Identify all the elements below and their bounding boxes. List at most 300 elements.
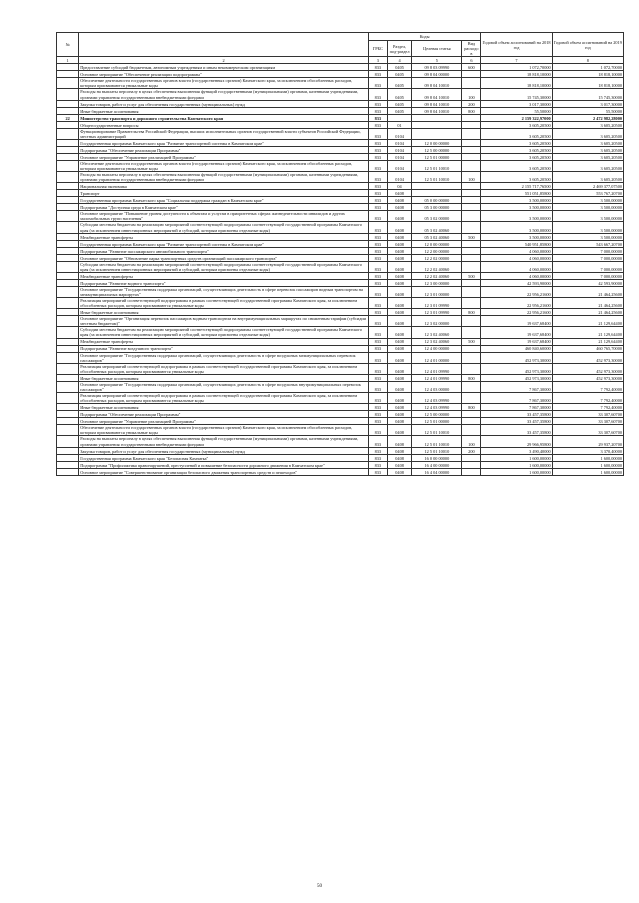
header-vr: Вид расходов: [462, 41, 481, 57]
row-target-article: 05 0 00 00000: [412, 197, 462, 204]
row-grbs: 833: [368, 204, 387, 211]
row-amount-2019: 452 973,30000: [552, 363, 623, 374]
row-rzpr: 0405: [387, 64, 412, 71]
row-grbs: 833: [368, 381, 387, 392]
table-row: [57, 297, 624, 308]
row-number: [57, 190, 79, 197]
row-target-article: 12 5 01 10010: [412, 425, 462, 436]
table-row: [57, 100, 624, 107]
row-number: [57, 254, 79, 261]
row-rzpr: 0408: [387, 211, 412, 222]
row-number: [57, 121, 79, 128]
row-name: Подпрограмма "Обеспечение реализации Программы": [79, 146, 369, 153]
row-name: Подпрограмма "Доступная среда в Камчатском крае": [79, 204, 369, 211]
row-grbs: 833: [368, 64, 387, 71]
row-target-article: 12 0 00 00000: [412, 240, 462, 247]
row-amount-2018: 2 155 717,76500: [481, 183, 552, 190]
row-expense-type: [462, 454, 481, 461]
index-cell: 5: [412, 57, 462, 64]
row-rzpr: 0408: [387, 197, 412, 204]
row-rzpr: 0408: [387, 468, 412, 475]
row-expense-type: [462, 425, 481, 436]
row-target-article: [412, 114, 462, 121]
row-rzpr: 0408: [387, 261, 412, 272]
row-number: [57, 363, 79, 374]
row-amount-2018: 3 500,00000: [481, 211, 552, 222]
row-target-article: 09 8 04 10010: [412, 89, 462, 100]
row-grbs: 833: [368, 425, 387, 436]
row-name: Государственная программа Камчатского края "Развитие транспортной системы в Камчатском крае": [79, 139, 369, 146]
row-expense-type: 800: [462, 404, 481, 411]
row-expense-type: [462, 160, 481, 171]
row-grbs: 833: [368, 338, 387, 345]
row-grbs: 833: [368, 272, 387, 279]
row-expense-type: [462, 190, 481, 197]
row-grbs: 833: [368, 247, 387, 254]
row-rzpr: 0408: [387, 436, 412, 447]
row-grbs: 833: [368, 393, 387, 404]
row-amount-2019: 3 500,00000: [552, 222, 623, 233]
row-grbs: 833: [368, 279, 387, 286]
row-grbs: 833: [368, 222, 387, 233]
row-target-article: [412, 190, 462, 197]
index-cell: 6: [462, 57, 481, 64]
table-row: [57, 393, 624, 404]
table-row: [57, 374, 624, 381]
row-amount-2018: 18 818,10000: [481, 78, 552, 89]
row-amount-2019: 21 129,64400: [552, 327, 623, 338]
row-expense-type: [462, 363, 481, 374]
table-row: [57, 222, 624, 233]
row-grbs: 833: [368, 461, 387, 468]
row-amount-2018: 19 637,68400: [481, 316, 552, 327]
row-target-article: 12 2 00 00000: [412, 247, 462, 254]
row-amount-2019: 1 072,70000: [552, 64, 623, 71]
row-amount-2019: 21 129,64400: [552, 316, 623, 327]
row-target-article: [412, 183, 462, 190]
row-expense-type: [462, 114, 481, 121]
row-amount-2018: 22 956,21600: [481, 297, 552, 308]
row-number: [57, 374, 79, 381]
row-amount-2019: 18 818,10000: [552, 71, 623, 78]
row-number: [57, 128, 79, 139]
row-expense-type: 100: [462, 89, 481, 100]
row-rzpr: 0408: [387, 190, 412, 197]
row-number: [57, 279, 79, 286]
row-expense-type: [462, 254, 481, 261]
row-amount-2018: 3 605,20500: [481, 128, 552, 139]
table-row: [57, 461, 624, 468]
row-expense-type: 800: [462, 107, 481, 114]
row-amount-2018: 3 500,00000: [481, 197, 552, 204]
row-grbs: 833: [368, 71, 387, 78]
row-expense-type: [462, 286, 481, 297]
row-name: Межбюджетные трансферты: [79, 338, 369, 345]
row-expense-type: [462, 146, 481, 153]
row-name: Субсидии местным бюджетам на реализацию мероприятий соответствующей подпрограммы соответствующей государственной программы Камчатского края (за исключением инвестиционных мероприятий и субсидий, которым присвоены отдельные коды): [79, 327, 369, 338]
row-expense-type: [462, 418, 481, 425]
row-amount-2019: 3 605,20500: [552, 139, 623, 146]
row-amount-2019: 460 765,70000: [552, 345, 623, 352]
row-number: [57, 261, 79, 272]
row-number: [57, 183, 79, 190]
row-amount-2019: 29 937,20700: [552, 436, 623, 447]
row-expense-type: 200: [462, 447, 481, 454]
row-grbs: 833: [368, 447, 387, 454]
row-amount-2019: 3 605,20500: [552, 153, 623, 160]
row-grbs: 833: [368, 146, 387, 153]
header-year-2018: Годовой объем ассигнований на 2018 год: [481, 33, 552, 57]
table-row: [57, 436, 624, 447]
row-name: Обеспечение деятельности государственных органов власти (государственных органов) Камчатского края, за исключением обособленных расходов, которым присваиваются уникальные коды: [79, 425, 369, 436]
row-grbs: 833: [368, 411, 387, 418]
row-expense-type: [462, 222, 481, 233]
row-amount-2019: 3 605,20500: [552, 121, 623, 128]
row-rzpr: 0408: [387, 454, 412, 461]
table-row: [57, 204, 624, 211]
row-rzpr: 0408: [387, 254, 412, 261]
row-target-article: 12 5 00 00000: [412, 146, 462, 153]
table-row: [57, 418, 624, 425]
row-grbs: 833: [368, 183, 387, 190]
row-expense-type: 500: [462, 272, 481, 279]
header-rzpr: Раздел, под-раздел: [387, 41, 412, 57]
row-name: Функционирование Правительства Российской Федерации, высших исполнительных органов государственной власти субъектов Российской Федерации, местных администраций: [79, 128, 369, 139]
row-rzpr: 0408: [387, 247, 412, 254]
row-name: Подпрограмма "Профилактика правонарушений, преступлений и повышение безопасности дорожного движения в Камчатском крае": [79, 461, 369, 468]
table-row: [57, 190, 624, 197]
row-name: Реализация мероприятий соответствующей подпрограммы в рамках соответствующей государственной программы Камчатского края, за исключением обособленных расходов, которым присваиваются уникальные коды: [79, 297, 369, 308]
row-rzpr: 0405: [387, 71, 412, 78]
row-target-article: 12 5 01 10010: [412, 160, 462, 171]
row-amount-2019: 543 667,20700: [552, 240, 623, 247]
row-grbs: 833: [368, 352, 387, 363]
row-amount-2019: 3 017,30000: [552, 100, 623, 107]
row-name: Реализация мероприятий соответствующей подпрограммы в рамках соответствующей государственной программы Камчатского края, за исключением обособленных расходов, которым присваиваются уникальные коды: [79, 363, 369, 374]
row-rzpr: 0408: [387, 297, 412, 308]
row-grbs: 833: [368, 254, 387, 261]
row-name: Подпрограмма "Развитие пассажирского автомобильного транспорта": [79, 247, 369, 254]
row-expense-type: [462, 393, 481, 404]
index-cell: 1: [57, 57, 79, 64]
row-number: [57, 461, 79, 468]
row-amount-2019: 7 000,00000: [552, 272, 623, 279]
table-row: [57, 363, 624, 374]
table-row: [57, 279, 624, 286]
row-grbs: 833: [368, 139, 387, 146]
row-rzpr: 0104: [387, 146, 412, 153]
row-amount-2018: 1 600,00000: [481, 454, 552, 461]
row-amount-2019: 2 469 377,07500: [552, 183, 623, 190]
row-number: [57, 425, 79, 436]
row-amount-2019: 3 605,20500: [552, 128, 623, 139]
row-expense-type: [462, 327, 481, 338]
row-grbs: 833: [368, 153, 387, 160]
row-amount-2018: 452 973,30000: [481, 352, 552, 363]
row-target-article: 12 4 03 09990: [412, 404, 462, 411]
row-amount-2018: 3 500,00000: [481, 233, 552, 240]
row-name: Расходы на выплаты персоналу в целях обеспечения выполнения функций государственными (муниципальными) органами, казенными учреждениями, органами управления государственными внебюджетными фондами: [79, 89, 369, 100]
row-target-article: 12 5 01 10010: [412, 436, 462, 447]
table-row: [57, 261, 624, 272]
row-amount-2019: 3 605,20500: [552, 172, 623, 183]
table-row: [57, 447, 624, 454]
row-amount-2019: 42 593,90000: [552, 279, 623, 286]
table-row: [57, 272, 624, 279]
row-expense-type: [462, 139, 481, 146]
row-amount-2018: 551 051,85800: [481, 190, 552, 197]
row-expense-type: [462, 197, 481, 204]
index-cell: 2: [79, 57, 369, 64]
table-row: [57, 160, 624, 171]
row-rzpr: 0408: [387, 425, 412, 436]
row-amount-2018: 540 951,85800: [481, 240, 552, 247]
row-number: [57, 71, 79, 78]
row-amount-2019: 3 500,00000: [552, 233, 623, 240]
row-amount-2018: 7 867,30000: [481, 381, 552, 392]
table-row: [57, 121, 624, 128]
row-rzpr: 0408: [387, 381, 412, 392]
row-rzpr: 0405: [387, 100, 412, 107]
table-row: [57, 254, 624, 261]
row-target-article: 05 3 02 40060: [412, 233, 462, 240]
row-grbs: 833: [368, 327, 387, 338]
row-target-article: 12 0 00 00000: [412, 139, 462, 146]
row-name: Основное мероприятие "Государственная поддержка организаций, осуществляющих деятельность в сфере перевозок пассажиров водным транспортом на межмуниципальных маршрутах": [79, 286, 369, 297]
row-rzpr: 0405: [387, 107, 412, 114]
row-rzpr: 0408: [387, 327, 412, 338]
row-number: [57, 89, 79, 100]
row-grbs: 833: [368, 211, 387, 222]
row-rzpr: 0104: [387, 172, 412, 183]
table-row: [57, 107, 624, 114]
row-name: Государственная программа Камчатского края "Развитие транспортной системы в Камчатском крае": [79, 240, 369, 247]
row-number: [57, 240, 79, 247]
row-grbs: 833: [368, 128, 387, 139]
row-rzpr: 0408: [387, 461, 412, 468]
row-amount-2018: 18 818,10000: [481, 71, 552, 78]
row-name: Реализация мероприятий соответствующей подпрограммы в рамках соответствующей государственной программы Камчатского края, за исключением обособленных расходов, которым присваиваются уникальные коды: [79, 393, 369, 404]
row-amount-2018: 55,50000: [481, 107, 552, 114]
row-grbs: 833: [368, 297, 387, 308]
row-amount-2019: 21 129,64400: [552, 338, 623, 345]
row-name: Обеспечение деятельности государственных органов власти (государственных органов) Камчатского края, за исключением обособленных расходов, которым присваиваются уникальные коды: [79, 160, 369, 171]
row-expense-type: [462, 78, 481, 89]
row-rzpr: 0408: [387, 352, 412, 363]
table-row: [57, 78, 624, 89]
row-amount-2019: 15 745,30000: [552, 89, 623, 100]
row-amount-2019: 553 767,20700: [552, 190, 623, 197]
row-amount-2019: 55,50000: [552, 107, 623, 114]
index-cell: 3: [368, 57, 387, 64]
row-target-article: 09 8 04 00000: [412, 71, 462, 78]
row-expense-type: [462, 279, 481, 286]
row-number: [57, 233, 79, 240]
row-target-article: 12 3 02 00000: [412, 316, 462, 327]
row-target-article: 12 4 01 09990: [412, 374, 462, 381]
header-grbs: ГРБС: [368, 41, 387, 57]
row-expense-type: [462, 211, 481, 222]
table-row: [57, 64, 624, 71]
row-amount-2019: 7 000,00000: [552, 247, 623, 254]
row-amount-2018: 4 060,00000: [481, 254, 552, 261]
row-name: Иные бюджетные ассигнования: [79, 309, 369, 316]
row-grbs: 833: [368, 418, 387, 425]
table-row: [57, 327, 624, 338]
row-expense-type: 200: [462, 100, 481, 107]
table-row: [57, 233, 624, 240]
row-amount-2019: 3 605,20500: [552, 146, 623, 153]
row-name: Транспорт: [79, 190, 369, 197]
row-amount-2019: 3 370,40000: [552, 447, 623, 454]
row-expense-type: [462, 316, 481, 327]
row-amount-2018: 3 605,20500: [481, 153, 552, 160]
row-number: [57, 211, 79, 222]
table-row: [57, 211, 624, 222]
row-amount-2018: 15 745,30000: [481, 89, 552, 100]
row-amount-2018: 33 457,35800: [481, 411, 552, 418]
row-number: [57, 436, 79, 447]
row-expense-type: [462, 352, 481, 363]
row-grbs: 833: [368, 374, 387, 381]
row-name: Основное мероприятие "Государственная поддержка организаций, осуществляющих деятельность в сфере воздушных внутримуниципальных перевозок пассажиров": [79, 381, 369, 392]
row-name: Иные бюджетные ассигнования: [79, 107, 369, 114]
row-number: 22: [57, 114, 79, 121]
row-rzpr: 0405: [387, 89, 412, 100]
row-number: [57, 338, 79, 345]
header-num: №: [57, 33, 79, 57]
row-name: Предоставление субсидий бюджетным, автономным учреждениям и иным некоммерческим организациям: [79, 64, 369, 71]
row-number: [57, 454, 79, 461]
row-target-article: 12 5 01 10010: [412, 172, 462, 183]
row-number: [57, 153, 79, 160]
row-grbs: 833: [368, 233, 387, 240]
row-expense-type: 100: [462, 436, 481, 447]
row-grbs: 833: [368, 100, 387, 107]
row-grbs: 833: [368, 172, 387, 183]
row-amount-2019: 7 792,40000: [552, 393, 623, 404]
row-target-article: 12 5 01 10010: [412, 447, 462, 454]
row-grbs: 833: [368, 160, 387, 171]
row-rzpr: 0104: [387, 160, 412, 171]
row-amount-2018: 452 973,30000: [481, 363, 552, 374]
row-expense-type: 500: [462, 233, 481, 240]
table-row: [57, 309, 624, 316]
row-name: Министерство транспорта и дорожного строительства Камчатского края: [79, 114, 369, 121]
row-amount-2018: 3 500,00000: [481, 222, 552, 233]
table-body: [57, 64, 624, 475]
row-number: [57, 160, 79, 171]
row-rzpr: 0408: [387, 363, 412, 374]
row-target-article: 12 4 01 09990: [412, 363, 462, 374]
table-row: [57, 128, 624, 139]
row-name: Основное мероприятие "Повышение уровня доступности к объектам и услугам в приоритетных сферах жизнедеятельности инвалидов и других маломобильных групп населения": [79, 211, 369, 222]
row-grbs: 833: [368, 197, 387, 204]
row-amount-2019: 7 792,40000: [552, 381, 623, 392]
row-grbs: 833: [368, 286, 387, 297]
row-amount-2018: 3 605,20500: [481, 121, 552, 128]
row-amount-2018: 1 600,00000: [481, 468, 552, 475]
row-rzpr: 04: [387, 183, 412, 190]
table-row: [57, 240, 624, 247]
row-amount-2018: 460 840,60000: [481, 345, 552, 352]
row-number: [57, 197, 79, 204]
row-rzpr: 0408: [387, 233, 412, 240]
row-amount-2019: 3 500,00000: [552, 197, 623, 204]
row-expense-type: [462, 261, 481, 272]
row-amount-2018: 42 593,90000: [481, 279, 552, 286]
row-number: [57, 381, 79, 392]
row-number: [57, 393, 79, 404]
row-number: [57, 286, 79, 297]
row-target-article: 09 8 03 09990: [412, 64, 462, 71]
row-amount-2019: 18 818,10000: [552, 78, 623, 89]
table-row: [57, 247, 624, 254]
row-rzpr: 0408: [387, 411, 412, 418]
header-name: [79, 33, 369, 57]
row-number: [57, 139, 79, 146]
table-row: [57, 153, 624, 160]
row-rzpr: 0104: [387, 153, 412, 160]
row-number: [57, 64, 79, 71]
row-name: Основное мероприятие "Обновление парка транспортных средств организаций пассажирского транспорта": [79, 254, 369, 261]
row-number: [57, 404, 79, 411]
row-rzpr: 0104: [387, 128, 412, 139]
row-expense-type: [462, 461, 481, 468]
row-name: Подпрограмма "Обеспечение реализации Программы": [79, 411, 369, 418]
row-expense-type: [462, 121, 481, 128]
header-codes: Коды: [368, 33, 480, 41]
table-row: [57, 286, 624, 297]
index-cell: 8: [552, 57, 623, 64]
row-amount-2018: 2 159 322,97000: [481, 114, 552, 121]
table-row: [57, 172, 624, 183]
header-year-2019: Годовой объем ассигнований на 2019 год: [552, 33, 623, 57]
row-grbs: 833: [368, 404, 387, 411]
row-grbs: 833: [368, 78, 387, 89]
row-amount-2019: 21 464,25600: [552, 286, 623, 297]
table-row: [57, 381, 624, 392]
row-amount-2019: 2 472 982,28000: [552, 114, 623, 121]
row-name: Основное мероприятие "Обеспечение реализации подпрограммы": [79, 71, 369, 78]
row-amount-2019: 7 000,00000: [552, 254, 623, 261]
row-target-article: 12 3 00 00000: [412, 279, 462, 286]
row-target-article: 12 3 01 00000: [412, 286, 462, 297]
table-row: [57, 404, 624, 411]
row-target-article: 05 3 00 00000: [412, 204, 462, 211]
row-target-article: 12 5 00 00000: [412, 411, 462, 418]
row-name: Расходы на выплаты персоналу в целях обеспечения выполнения функций государственными (муниципальными) органами, казенными учреждениями, органами управления государственными внебюджетными фондами: [79, 172, 369, 183]
row-target-article: 12 3 01 09990: [412, 309, 462, 316]
row-number: [57, 297, 79, 308]
table-row: [57, 316, 624, 327]
row-amount-2018: 3 605,20500: [481, 146, 552, 153]
row-grbs: 833: [368, 454, 387, 461]
row-number: [57, 222, 79, 233]
row-amount-2018: 7 867,30000: [481, 393, 552, 404]
row-name: Межбюджетные трансферты: [79, 233, 369, 240]
row-name: Основное мероприятие "Совершенствование организации безопасного движения транспортных средств и пешеходов": [79, 468, 369, 475]
table-row: [57, 197, 624, 204]
row-name: Государственная программа Камчатского края "Социальная поддержка граждан в Камчатском крае": [79, 197, 369, 204]
row-rzpr: 0408: [387, 404, 412, 411]
row-rzpr: 0405: [387, 78, 412, 89]
row-number: [57, 411, 79, 418]
row-amount-2018: 33 457,35800: [481, 418, 552, 425]
row-amount-2019: 1 600,00000: [552, 468, 623, 475]
row-target-article: 12 5 01 00000: [412, 153, 462, 160]
row-expense-type: [462, 183, 481, 190]
